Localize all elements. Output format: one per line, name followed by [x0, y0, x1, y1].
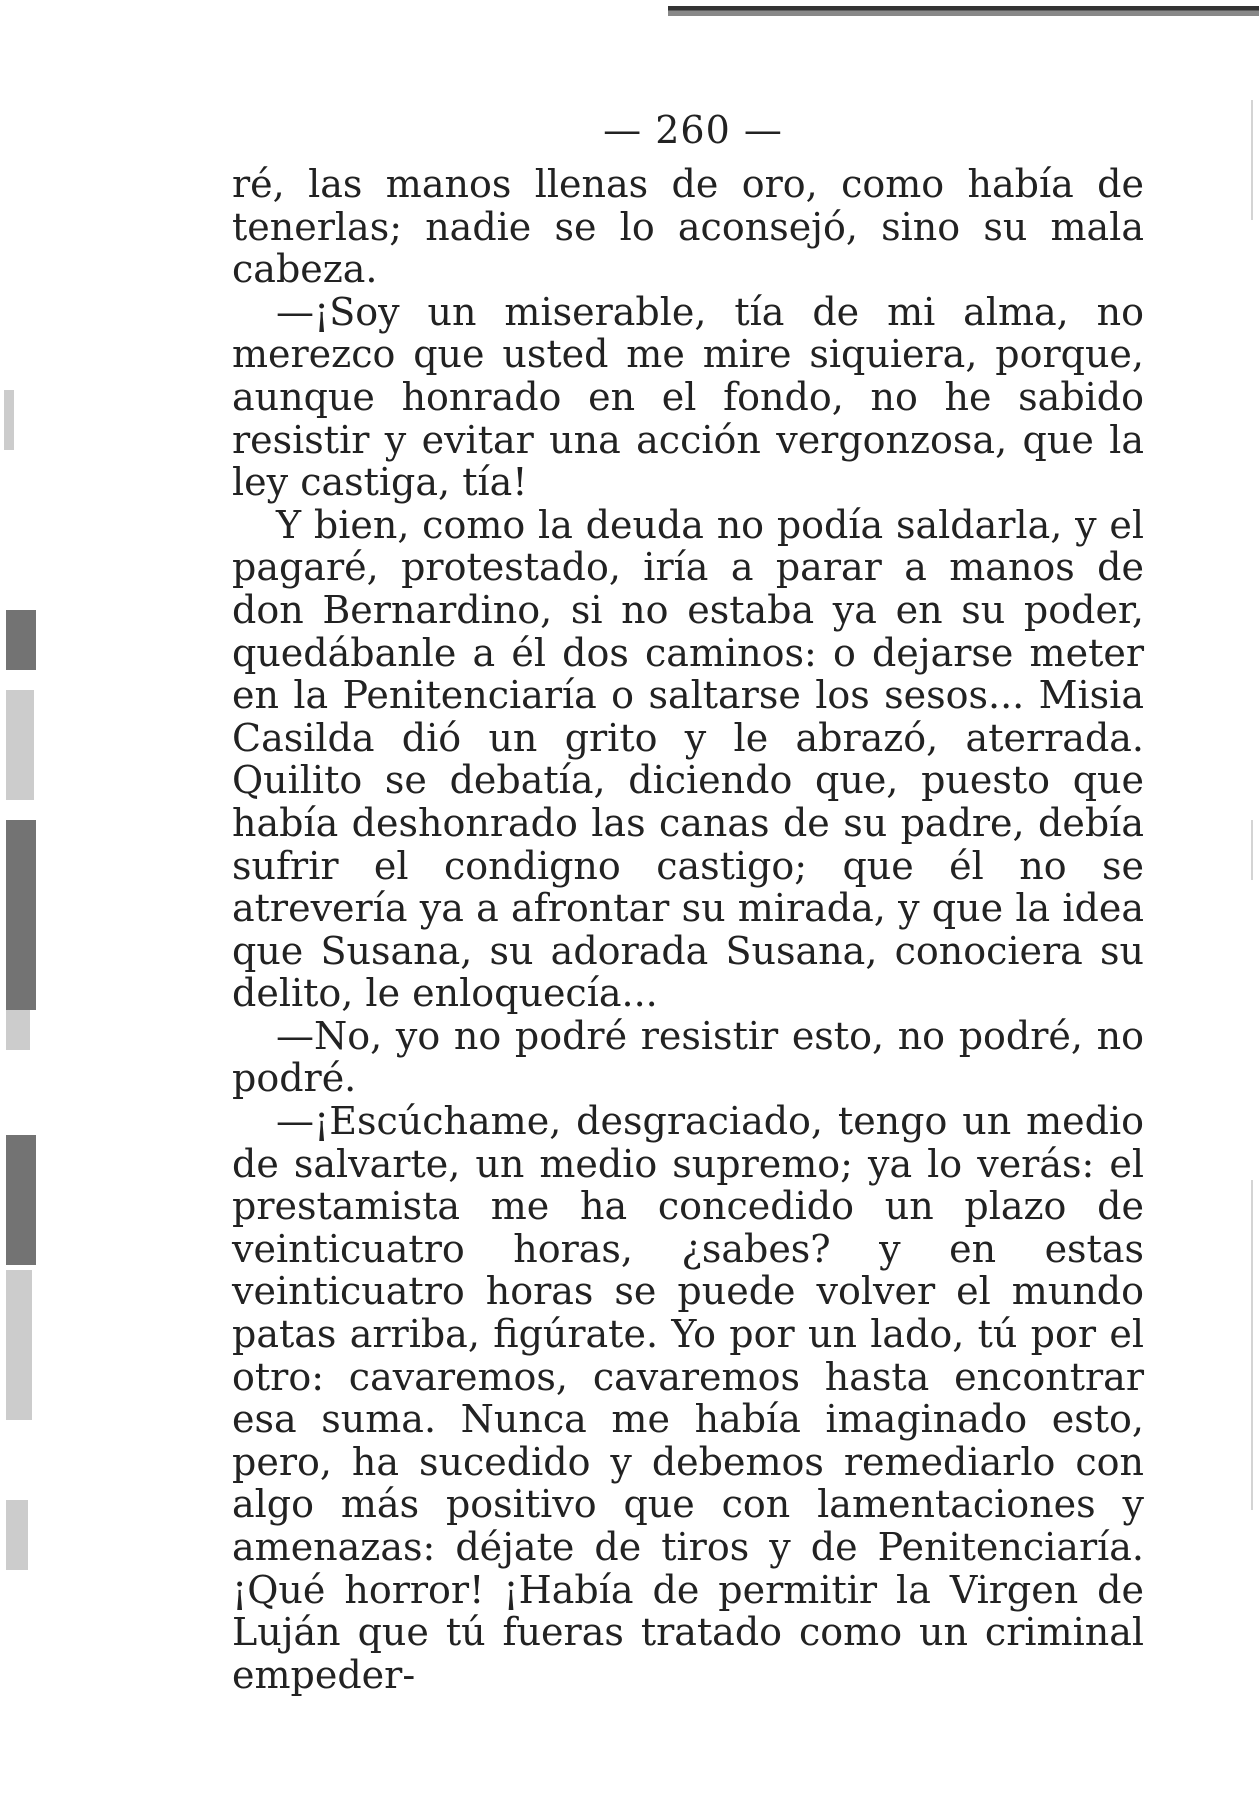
page-number: — 260 —: [603, 108, 783, 152]
scan-artifact: [6, 1270, 32, 1420]
paragraph: ré, las manos llenas de oro, como había de tenerlas; nadie se lo aconsejó, sino su mala cabeza.: [232, 162, 1144, 292]
scan-artifact: [1251, 820, 1253, 880]
paragraph: Y bien, como la deuda no podía saldarla, y el pagaré, protestado, iría a parar a manos de don Bernardino, si no estaba ya en su poder, quedábanle a él dos caminos: o dejarse meter en la Penitenciaría o saltarse los sesos... Misia Casilda dió un grito y le abrazó, aterrada. Quilito se debatía, diciendo que, puesto que había deshonrado las canas de su padre, debía sufrir el condigno castigo; que él no se atrevería ya a afrontar su mirada, y que la idea que Susana, su adorada Susana, conociera su delito, le enloquecía...: [232, 502, 1144, 1016]
paragraph: —¡Escúchame, desgraciado, tengo un medio de salvarte, un medio supremo; ya lo verás: el prestamista me ha concedido un plazo de veinticuatro horas, ¿sabes? y en estas veinticuatro horas se puede volver el mundo patas arriba, figúrate. Yo por un lado, tú por el otro: cavaremos, cavaremos hasta encontrar esa suma. Nunca me había imaginado esto, pero, ha sucedido y debemos remediarlo con algo más positivo que con lamentaciones y amenazas: déjate de tiros y de Penitenciaría. ¡Qué horror! ¡Había de permitir la Virgen de Luján que tú fueras tratado como un criminal empeder-: [232, 1099, 1144, 1697]
scan-artifact: [6, 610, 36, 670]
scan-artifact: [6, 1135, 36, 1265]
scan-artifact: [6, 690, 34, 800]
body-text: [232, 163, 1144, 1696]
scan-artifact: [1251, 1180, 1253, 1510]
paragraph: —No, yo no podré resistir esto, no podré, no podré.: [232, 1013, 1144, 1101]
scan-artifact: [1251, 100, 1253, 220]
top-rule: [668, 6, 1259, 16]
paragraph: —¡Soy un miserable, tía de mi alma, no merezco que usted me mire siquiera, porque, aunque honrado en el fondo, no he sabido resistir y evitar una acción vergonzosa, que la ley castiga, tía!: [232, 289, 1144, 505]
scan-artifact: [6, 1500, 28, 1570]
scan-artifact: [6, 820, 36, 1010]
scan-artifact: [4, 390, 14, 450]
scan-artifact: [6, 1010, 30, 1050]
